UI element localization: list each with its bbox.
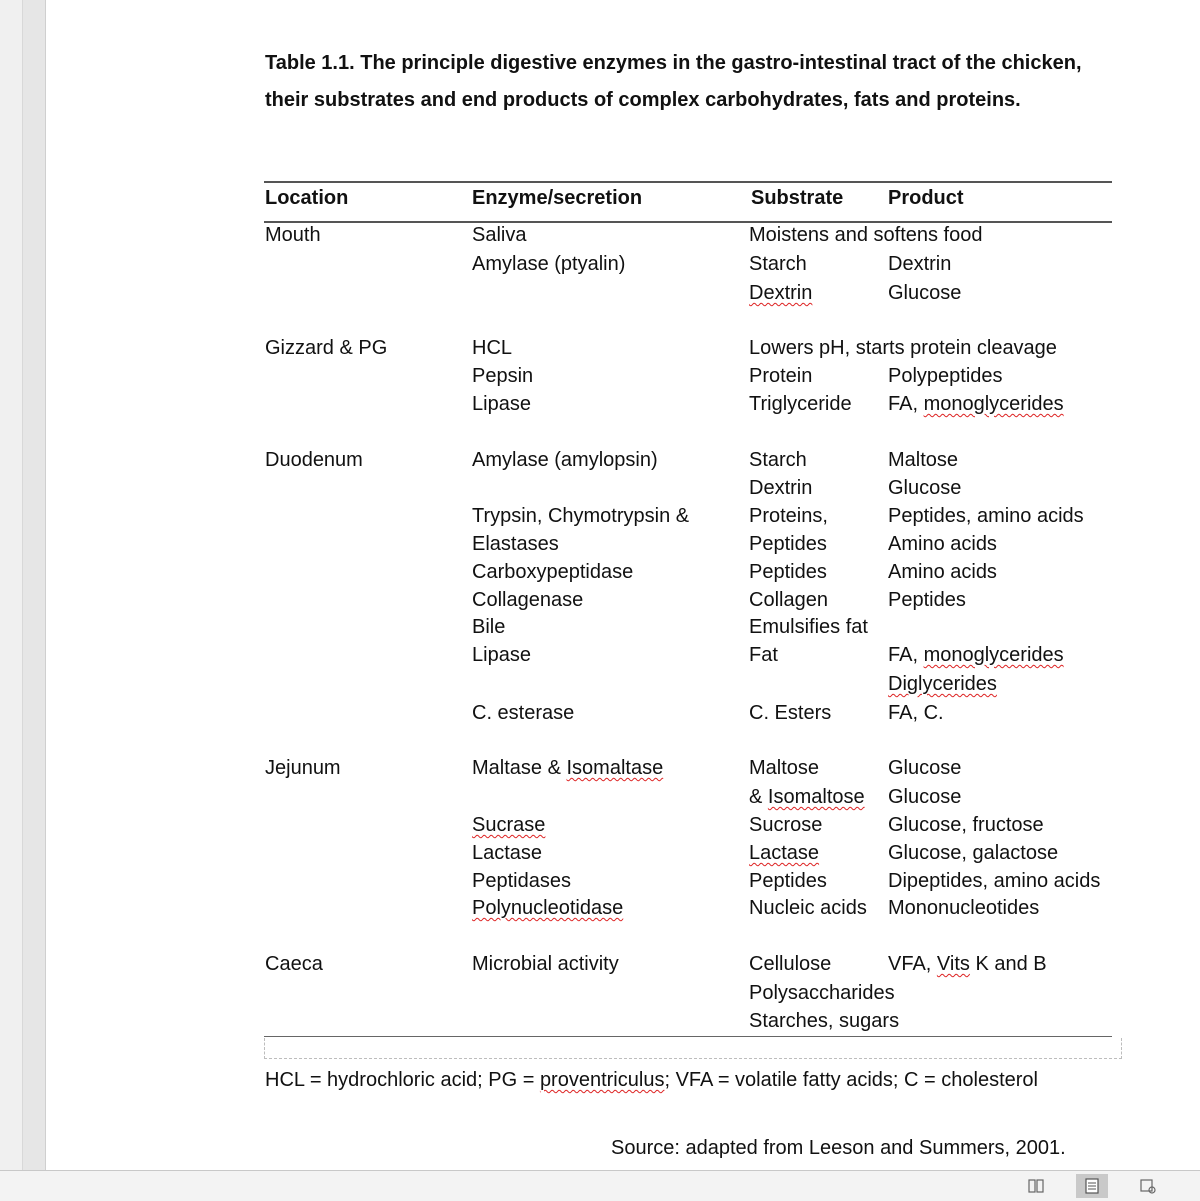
enzyme-cell: Lipase bbox=[472, 644, 531, 666]
substrate-cell: Nucleic acids bbox=[749, 897, 867, 919]
read-mode-icon bbox=[1028, 1178, 1044, 1194]
product-cell: Glucose bbox=[888, 282, 962, 304]
table-source: Source: adapted from Leeson and Summers, 2001. bbox=[611, 1137, 1066, 1159]
product-cell: Dipeptides, amino acids bbox=[888, 870, 1101, 892]
substrate-cell: C. Esters bbox=[749, 702, 832, 724]
product-cell: Glucose bbox=[888, 757, 962, 779]
enzyme-cell bbox=[472, 754, 663, 782]
status-bar bbox=[0, 1170, 1200, 1201]
substrate-cell: Peptides bbox=[749, 533, 827, 555]
product-cell: Glucose bbox=[888, 477, 962, 499]
table-header-rule bbox=[264, 221, 1112, 223]
product-text: K and B bbox=[969, 953, 1047, 975]
enzyme-text: Isomaltase bbox=[566, 757, 664, 779]
enzyme-cell: Pepsin bbox=[472, 365, 534, 387]
substrate-cell: Fat bbox=[749, 644, 778, 666]
enzyme-cell: Amylase (amylopsin) bbox=[472, 449, 658, 471]
header-product: Product bbox=[888, 187, 964, 209]
product-text: monoglycerides bbox=[923, 393, 1064, 415]
header-enzyme: Enzyme/secretion bbox=[472, 187, 643, 209]
product-cell: Amino acids bbox=[888, 533, 997, 555]
enzyme-cell: Sucrase bbox=[472, 814, 546, 836]
table-end-marker bbox=[264, 1038, 1122, 1059]
enzyme-cell: Saliva bbox=[472, 224, 527, 246]
web-layout-icon bbox=[1140, 1178, 1156, 1194]
substrate-cell: Lactase bbox=[749, 842, 820, 864]
product-cell: Maltose bbox=[888, 449, 959, 471]
location-gizzard: Gizzard & PG bbox=[265, 337, 388, 359]
location-mouth: Mouth bbox=[265, 224, 321, 246]
enzyme-cell: C. esterase bbox=[472, 702, 575, 724]
document-page bbox=[45, 0, 1200, 1170]
substrate-text: Isomaltose bbox=[767, 786, 865, 808]
table-footnote bbox=[265, 1066, 1038, 1094]
product-cell: Glucose, galactose bbox=[888, 842, 1059, 864]
enzyme-cell: Elastases bbox=[472, 533, 559, 555]
product-text: FA, bbox=[888, 393, 924, 415]
substrate-cell: Peptides bbox=[749, 561, 827, 583]
product-cell: Glucose bbox=[888, 786, 962, 808]
left-margin-strip bbox=[0, 0, 23, 1170]
substrate-cell bbox=[749, 783, 865, 811]
product-cell: Mononucleotides bbox=[888, 897, 1040, 919]
table-top-rule bbox=[264, 181, 1112, 183]
substrate-cell: Lowers pH, starts protein cleavage bbox=[749, 337, 1057, 359]
table-bottom-rule bbox=[264, 1036, 1112, 1037]
header-location: Location bbox=[265, 187, 349, 209]
substrate-cell: Triglyceride bbox=[749, 393, 852, 415]
enzyme-cell: Peptidases bbox=[472, 870, 571, 892]
substrate-cell: Polysaccharides bbox=[749, 982, 895, 1004]
substrate-cell: Peptides bbox=[749, 870, 827, 892]
read-mode-button[interactable] bbox=[1020, 1174, 1052, 1198]
product-cell: FA, C. bbox=[888, 702, 944, 724]
substrate-cell: Emulsifies fat bbox=[749, 616, 868, 638]
substrate-cell: Maltose bbox=[749, 757, 820, 779]
enzyme-cell: Bile bbox=[472, 616, 506, 638]
product-cell: Glucose, fructose bbox=[888, 814, 1044, 836]
enzyme-cell: Collagenase bbox=[472, 589, 584, 611]
footnote-text: proventriculus bbox=[539, 1069, 665, 1091]
footnote-text: ; VFA = volatile fatty acids; C = cholesterol bbox=[664, 1069, 1038, 1091]
substrate-cell: Dextrin bbox=[749, 477, 813, 499]
product-cell: Polypeptides bbox=[888, 365, 1003, 387]
substrate-cell: Moistens and softens food bbox=[749, 224, 983, 246]
location-jejunum: Jejunum bbox=[265, 757, 341, 779]
substrate-cell: Starches, sugars bbox=[749, 1010, 900, 1032]
enzyme-cell: Lactase bbox=[472, 842, 543, 864]
product-cell bbox=[888, 641, 1064, 669]
enzyme-cell: HCL bbox=[472, 337, 513, 359]
product-cell: Dextrin bbox=[888, 253, 952, 275]
product-text: VFA, bbox=[888, 953, 937, 975]
enzyme-text: Maltase & bbox=[472, 757, 567, 779]
web-layout-button[interactable] bbox=[1132, 1174, 1164, 1198]
product-cell: Peptides, amino acids bbox=[888, 505, 1084, 527]
enzyme-cell: Trypsin, Chymotrypsin & bbox=[472, 505, 690, 527]
substrate-cell: Starch bbox=[749, 253, 807, 275]
substrate-cell: Protein bbox=[749, 365, 813, 387]
product-cell bbox=[888, 950, 1047, 978]
enzyme-cell: Polynucleotidase bbox=[472, 897, 624, 919]
enzyme-cell: Lipase bbox=[472, 393, 531, 415]
substrate-cell: Collagen bbox=[749, 589, 828, 611]
substrate-cell: Dextrin bbox=[749, 282, 813, 304]
product-text: Vits bbox=[936, 953, 970, 975]
product-text: monoglycerides bbox=[923, 644, 1064, 666]
product-cell: Peptides bbox=[888, 589, 966, 611]
substrate-cell: Starch bbox=[749, 449, 807, 471]
enzyme-cell: Carboxypeptidase bbox=[472, 561, 634, 583]
print-layout-icon bbox=[1084, 1178, 1100, 1194]
substrate-text: & bbox=[749, 786, 768, 808]
footnote-text: HCL = hydrochloric acid; PG = bbox=[265, 1069, 540, 1091]
substrate-cell: Proteins, bbox=[749, 505, 828, 527]
enzyme-cell: Amylase (ptyalin) bbox=[472, 253, 626, 275]
product-text: FA, bbox=[888, 644, 924, 666]
header-substrate: Substrate bbox=[751, 187, 844, 209]
table-caption: Table 1.1. The principle digestive enzymes in the gastro-intestinal tract of the chicken, their substrates and end products of complex carbohydrates, fats and proteins. bbox=[265, 52, 1082, 111]
enzyme-cell: Microbial activity bbox=[472, 953, 619, 975]
substrate-cell: Cellulose bbox=[749, 953, 832, 975]
print-layout-button[interactable] bbox=[1076, 1174, 1108, 1198]
substrate-cell: Sucrose bbox=[749, 814, 823, 836]
location-duodenum: Duodenum bbox=[265, 449, 363, 471]
product-cell bbox=[888, 390, 1064, 418]
product-cell: Diglycerides bbox=[888, 673, 997, 695]
product-cell: Amino acids bbox=[888, 561, 997, 583]
location-caeca: Caeca bbox=[265, 953, 323, 975]
